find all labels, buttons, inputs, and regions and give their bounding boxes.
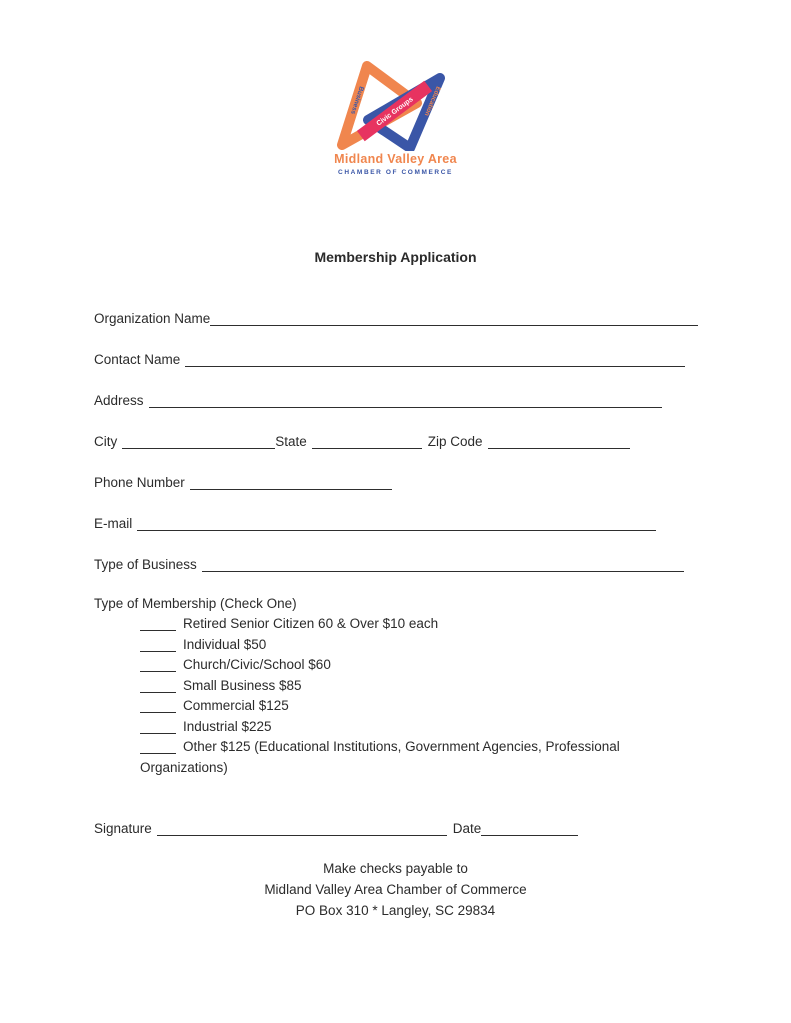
- address-input-line[interactable]: [149, 394, 662, 408]
- membership-option-label: Retired Senior Citizen 60 & Over $10 each: [183, 616, 439, 631]
- date-input-line[interactable]: [481, 822, 578, 836]
- membership-option-label: Industrial $225: [183, 718, 272, 734]
- signature-input-line[interactable]: [157, 822, 447, 836]
- membership-option-individual: [140, 635, 702, 656]
- payment-instructions-line1: Make checks payable to: [323, 861, 468, 876]
- payment-instructions: [0, 858, 791, 921]
- date-label: Date: [452, 821, 482, 836]
- field-row-address: [94, 391, 662, 411]
- city-label: City: [94, 434, 118, 449]
- payment-instructions-line3: PO Box 310 * Langley, SC 29834: [295, 903, 496, 918]
- individual-check-line[interactable]: [140, 638, 176, 652]
- email-label: E-mail: [94, 516, 133, 531]
- commercial-check-line[interactable]: [140, 699, 176, 713]
- church-civic-school-check-line[interactable]: [140, 658, 176, 672]
- membership-option-other: [140, 737, 702, 778]
- retired-check-line[interactable]: [140, 617, 176, 631]
- field-row-type-of-business: [94, 555, 684, 575]
- field-row-email: [94, 514, 656, 534]
- membership-options-list: [140, 614, 702, 778]
- contact-name-input-line[interactable]: [185, 353, 685, 367]
- logo-org-name: Midland Valley Area: [334, 152, 457, 166]
- logo-org-subtitle: CHAMBER OF COMMERCE: [338, 169, 453, 176]
- state-label: State: [275, 434, 307, 449]
- email-input-line[interactable]: [137, 517, 656, 531]
- page-title: Membership Application: [314, 249, 477, 265]
- zip-code-label: Zip Code: [427, 434, 483, 449]
- membership-option-industrial: [140, 717, 702, 738]
- phone-number-label: Phone Number: [94, 475, 185, 490]
- type-of-business-input-line[interactable]: [202, 558, 684, 572]
- state-input-line[interactable]: [312, 435, 422, 449]
- industrial-check-line[interactable]: [140, 720, 176, 734]
- field-row-contact-name: [94, 350, 685, 370]
- membership-option-label: Commercial $125: [183, 698, 289, 713]
- signature-label: Signature: [94, 821, 152, 836]
- contact-name-label: Contact Name: [94, 352, 181, 367]
- field-row-organization-name: [94, 309, 698, 329]
- logo-business-label: Business: [348, 85, 365, 116]
- type-of-business-label: Type of Business: [94, 557, 197, 572]
- membership-option-label: Individual $50: [183, 636, 267, 652]
- field-row-signature-date: [94, 819, 578, 839]
- logo-education-label: Education: [422, 85, 442, 117]
- small-business-check-line[interactable]: [140, 679, 176, 693]
- membership-option-label: Church/Civic/School $60: [183, 657, 331, 672]
- organization-name-label: Organization Name: [94, 311, 211, 326]
- city-input-line[interactable]: [122, 435, 275, 449]
- membership-heading: Type of Membership (Check One): [94, 596, 297, 611]
- membership-option-retired: [140, 614, 702, 635]
- organization-name-input-line[interactable]: [210, 312, 698, 326]
- chamber-logo: [316, 56, 476, 176]
- membership-option-label: Small Business $85: [183, 677, 302, 693]
- other-check-line[interactable]: [140, 740, 176, 754]
- field-row-city-state-zip: [94, 432, 630, 452]
- membership-option-commercial: [140, 696, 702, 717]
- membership-option-small-business: [140, 676, 702, 697]
- payment-instructions-line2: Midland Valley Area Chamber of Commerce: [264, 882, 527, 897]
- chamber-logo-mark: [336, 56, 456, 151]
- field-row-phone-number: [94, 473, 392, 493]
- zip-code-input-line[interactable]: [488, 435, 630, 449]
- logo-band-label: Civic Groups: [375, 95, 415, 128]
- membership-option-label: Other $125 (Educational Institutions, Government Agencies, Professional Organizations): [140, 739, 620, 775]
- address-label: Address: [94, 393, 144, 408]
- membership-option-church-civic-school: [140, 655, 702, 676]
- phone-number-input-line[interactable]: [190, 476, 392, 490]
